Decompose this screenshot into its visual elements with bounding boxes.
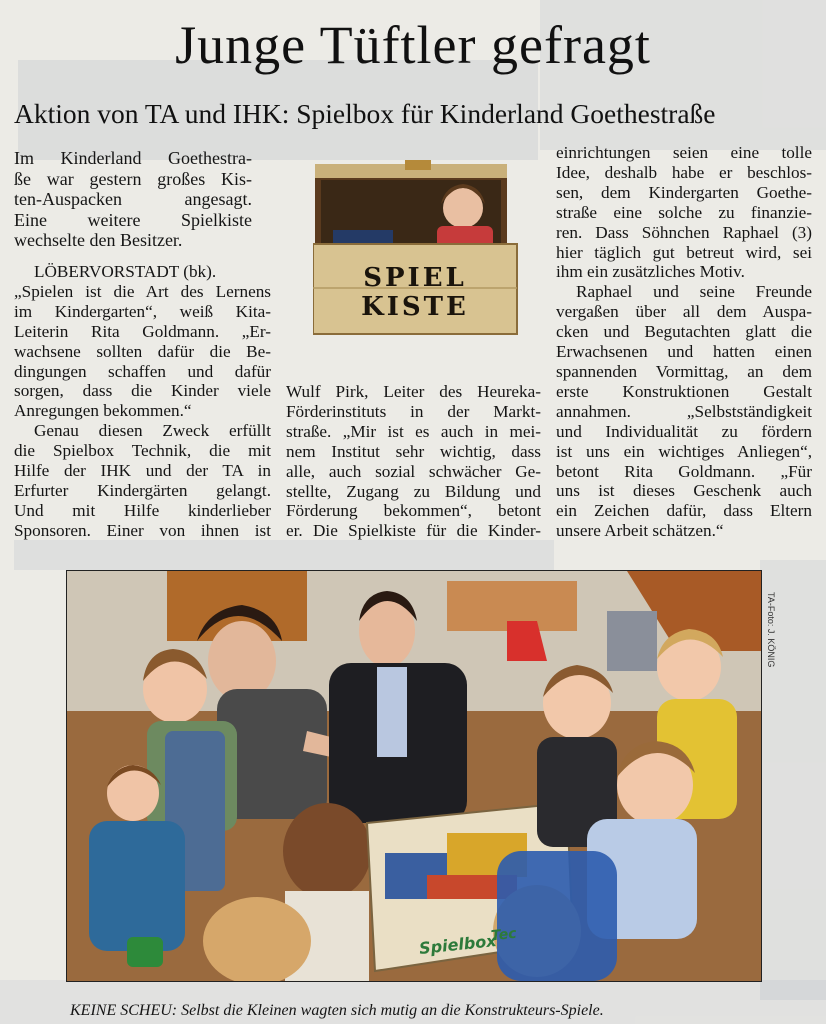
text-line: cken und Begutachten glatt die [556,322,812,342]
photo-caption [70,1002,604,1020]
caption-label: KEINE SCHEU: [70,1002,178,1019]
text-line: Förderinstituts in der Markt- [286,401,541,421]
text-line: Wulf Pirk, Leiter des Heureka- [286,382,541,401]
lead-paragraph [14,148,252,251]
text-column-2 [286,382,541,541]
text-line: Im Kinderland Goethestra- [14,148,252,168]
text-line: ren. Dass Söhnchen Raphael (3) [556,222,812,242]
text-line: ein Zeichen dafür, dass Eltern [556,501,812,521]
text-line: und Individualität zu fördern [556,421,812,441]
text-line: dingungen schaffen und dafür [14,361,271,381]
text-line: Förderung bekommen“, betont [286,501,541,521]
text-line: Eine weitere Spielkiste [14,209,252,230]
text-line: Erwachsenen und hatten einen [556,342,812,362]
box-sign-line-1: SPIEL [363,263,467,293]
text-line: Hilfe der IHK und der TA in [14,461,271,481]
text-line: ten-Auspacken angesagt. [14,189,252,209]
text-line: spannenden Vormittag, an dem [556,361,812,381]
text-line: ße war gestern großes Kis- [14,168,252,189]
article-headline: Junge Tüftler gefragt [175,15,651,75]
text-line: er. Die Spielkiste für die Kinder- [286,521,541,541]
text-line: Und mit Hilfe kinderlieber [14,500,271,520]
text-line: unsere Arbeit schätzen.“ [556,521,724,541]
box-lettering-1: Spielbox [418,930,498,959]
text-line: annahmen. „Selbstständigkeit [556,401,812,421]
text-line: Genau diesen Zweck erfüllt [34,421,271,441]
text-line: Raphael und seine Freunde [576,282,812,302]
text-line: Idee, deshalb habe er beschlos- [556,162,812,182]
text-line: straße. „Mir ist es auch in mei- [286,421,541,441]
text-line: Leiterin Rita Goldmann. „Er- [14,321,271,341]
text-line: straße eine solche zu finanzie- [556,202,812,222]
text-line: ist uns ein wichtiges Anliegen“, [556,441,812,461]
text-line: ihm ein zusätzliches Motiv. [556,262,745,282]
text-column-3 [556,143,812,541]
text-line: wechselte den Besitzer. [14,230,183,250]
text-line: hier täglich gut betreut wird, sei [556,242,812,262]
text-line: sorgen, dass die Kinder viele [14,381,271,401]
text-line: stellte, Zugang zu Bildung und [286,481,541,501]
text-line: sen, dem Kindergarten Goethe- [556,182,812,202]
box-sign-line-2: KISTE [361,292,469,322]
text-line: Anregungen bekommen.“ [14,401,192,421]
text-line: LÖBERVORSTADT (bk). [34,262,217,281]
spielkiste-illustration [313,160,521,340]
text-line: Sponsoren. Einer von ihnen ist [14,520,271,540]
text-column-1 [14,262,271,541]
text-line: uns ist dieses Geschenk auch [556,481,812,501]
main-photo [66,570,762,982]
photo-credit: TA-Foto: J. KÖNIG [766,592,776,668]
text-line: im Kindergarten“, weiß Kita- [14,301,271,321]
text-line: betont Rita Goldmann. „Für [556,461,812,481]
text-line: vergaßen über all dem Auspa- [556,302,812,322]
text-line: Erfurter Kindergärten gelangt. [14,480,271,500]
text-line: alle, auch sozial schwächer Ge- [286,461,541,481]
article-subheadline: Aktion von TA und IHK: Spielbox für Kinderland Goethestraße [14,98,716,129]
text-line: die Spielbox Technik, die mit [14,441,271,461]
text-line: „Spielen ist die Art des Lernens [14,281,271,301]
bleed-through-ad [14,540,554,570]
box-lettering-2: Tec [490,925,518,945]
text-line: wachsene sollten dafür die Be- [14,341,271,361]
text-line: nem Institut sehr wichtig, dass [286,441,541,461]
text-line: einrichtungen seien eine tolle [556,143,812,162]
text-line: erste Konstruktionen Gestalt [556,381,812,401]
caption-text: Selbst die Kleinen wagten sich mutig an die Konstrukteurs-Spiele. [177,1002,604,1019]
